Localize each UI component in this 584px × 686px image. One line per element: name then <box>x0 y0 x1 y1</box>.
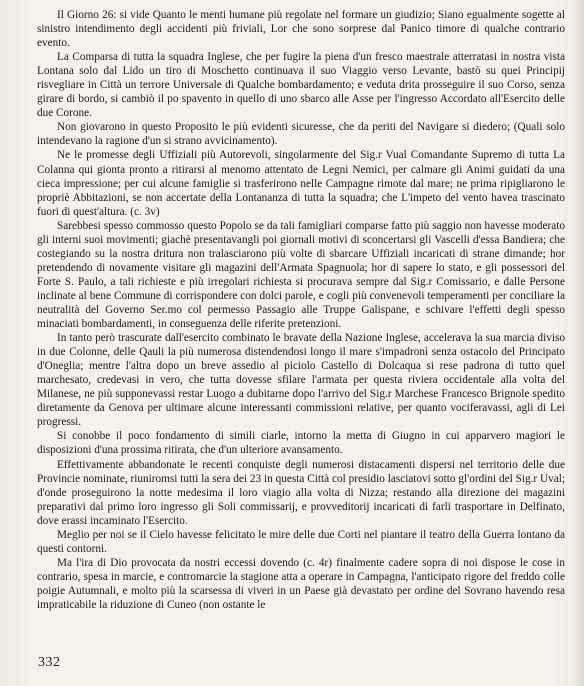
paragraph-4: Ne le promesse degli Uffiziali più Autorevoli, singolarmente del Sig.r Vual Comandante Supremo di tutta La Colanna qui gionta pronto a ritirarsi al menomo attentato de Legni Nemici, per calmare gli Animi guidati da una cieca impressione; per cui alcune famiglie si trasferirono nelle Campagne rimote dal mare; ne prima ripigliarono le propriè Abbitazioni, se non accertate della Lontananza di tutta la squadra; che L'impeto del vento havea trascinato fuori di quest'altura. (c. 3v) <box>37 149 565 218</box>
page-edge-shadow <box>574 0 584 686</box>
paragraph-3: Non giovarono in questo Proposito le più evidenti sicuresse, che da periti del Navigare si diedero; (Quali solo intendevano la ragione d'un si strano avvicinamento). <box>37 121 565 148</box>
paragraph-5: Sarebbesi spesso commosso questo Popolo se da tali famigliari comparse fatto più saggio non havesse moderato gli interni suoi movimenti; giachè presentavangli poi giornali motivi di sconcertarsi gli Vascelli d'essa Bandiera; che costegiando su la nostra dritura non tralasciarono più volte di sbarcare Uffiziali incaricati di strane dimande; hor pretendendo di novamente visitare gli magazini dell'Armata Spagnuola; hor di sapere lo stato, e gli possessori del Forte S. Paulo, a tali richieste e più irregolari richiesta si procurava sempre dal Sig.r Comissario, e dalle Persone inclinate al bene Commune di corrispondere con dolci parole, e cogli più convenevoli temperamenti per conciliare la neutralità del Governo Ser.mo col permesso Passagio alle Truppe Galispane, e schivare l'effetti degli spesso minaciati bombardamenti, in conseguenza delle riferite pretenzioni. <box>37 219 565 331</box>
paragraph-2: La Comparsa di tutta la squadra Inglese, che per fugire la piena d'un fresco maestrale atterratasi in nostra vista Lontana solo dal Lido un tiro di Moschetto continuava il suo Viaggio verso Levante, bastò su quei Principij risvegliare in Città un terrore Universale di Qualche bombardamento; e veduta drita prosseguire il suo Corso, senza girare di bordo, si cambiò il po spavento in quello di uno sbarco alle Asse per l'ingresso Accordato all'Esercito delle due Corone. <box>37 51 565 120</box>
page-number: 332 <box>38 655 61 670</box>
body-text <box>37 8 565 612</box>
paragraph-10: Ma l'ira di Dio provocata da nostri eccessi dovendo (c. 4r) finalmente cadere sopra di noi dispose le cose in contrario, spesa in marcie, e contromarcie la stagione atta a operare in Campagna, l'anticipato rigore del freddo colle poigie Autumnali, e molto più la scarsessa di viveri in un Paese già devastato per ordine del Sovrano havendo resa impraticabile la riduzione di Cuneo (non ostante le <box>37 556 565 611</box>
paragraph-8: Effettivamente abbandonate le recenti conquiste degli numerosi distacamenti dispersi nel territorio delle due Provincie nominate, riuniromsi tutti la sera dei 23 in questa Città col presidio lasciatovi sotto gl'ordini del Sig.r Uval; d'onde proseguirono la notte medesima il loro viagio alla volta di Nizza; restando alla direzione dei magazini preparativi dal primo loro ingresso gli Soli commissarij, e provveditorij incaricati di farli trasportare in Delfinato, dove erassi incaminato l'Esercito. <box>37 458 565 527</box>
paragraph-9: Meglio per noi se il Cielo havesse felicitato le mire delle due Corti nel piantare il teatro della Guerra lontano da questi contorni. <box>37 528 565 555</box>
paragraph-1: Il Giorno 26: si vide Quanto le menti humane più regolate nel formare un giudizio; Siano egualmente sogette al sinistro intendimento degli accidenti più friviali, Lor che sono sorprese dal Panico timore di qualche contrario evento. <box>37 9 565 50</box>
paragraph-6: In tanto però trascurate dall'esercito combinato le bravate della Nazione Inglese, accelerava la sua marcia diviso in due Colonne, delle Qauli la più numerosa distendendosi longo il mare s'impadronì senza ostacolo del Principato d'Oneglia; mentre l'altra dopo un breve assedio al piciolo Castello di Dolcaqua si rese padrona di tutto quel marchesato, credevasi in vero, che tutta dovesse sfilare l'armata per questa riviera occidentale alla volta del Milanese, ne più supponevassi restar Luogo a dubitarne dopo l'arrivo del Sig.r Marchese Francesco Brignole spedito diretamente da Genova per ultimare alcune interessanti commissioni relative, per quanto vociferavassi, agli di Lei progressi. <box>37 332 565 429</box>
paragraph-7: Si conobbe il poco fondamento di simili ciarle, intorno la metta di Giugno in cui apparvero magiori le disposizioni d'una prossima ritirata, che d'un ulteriore avansamento. <box>37 430 565 457</box>
